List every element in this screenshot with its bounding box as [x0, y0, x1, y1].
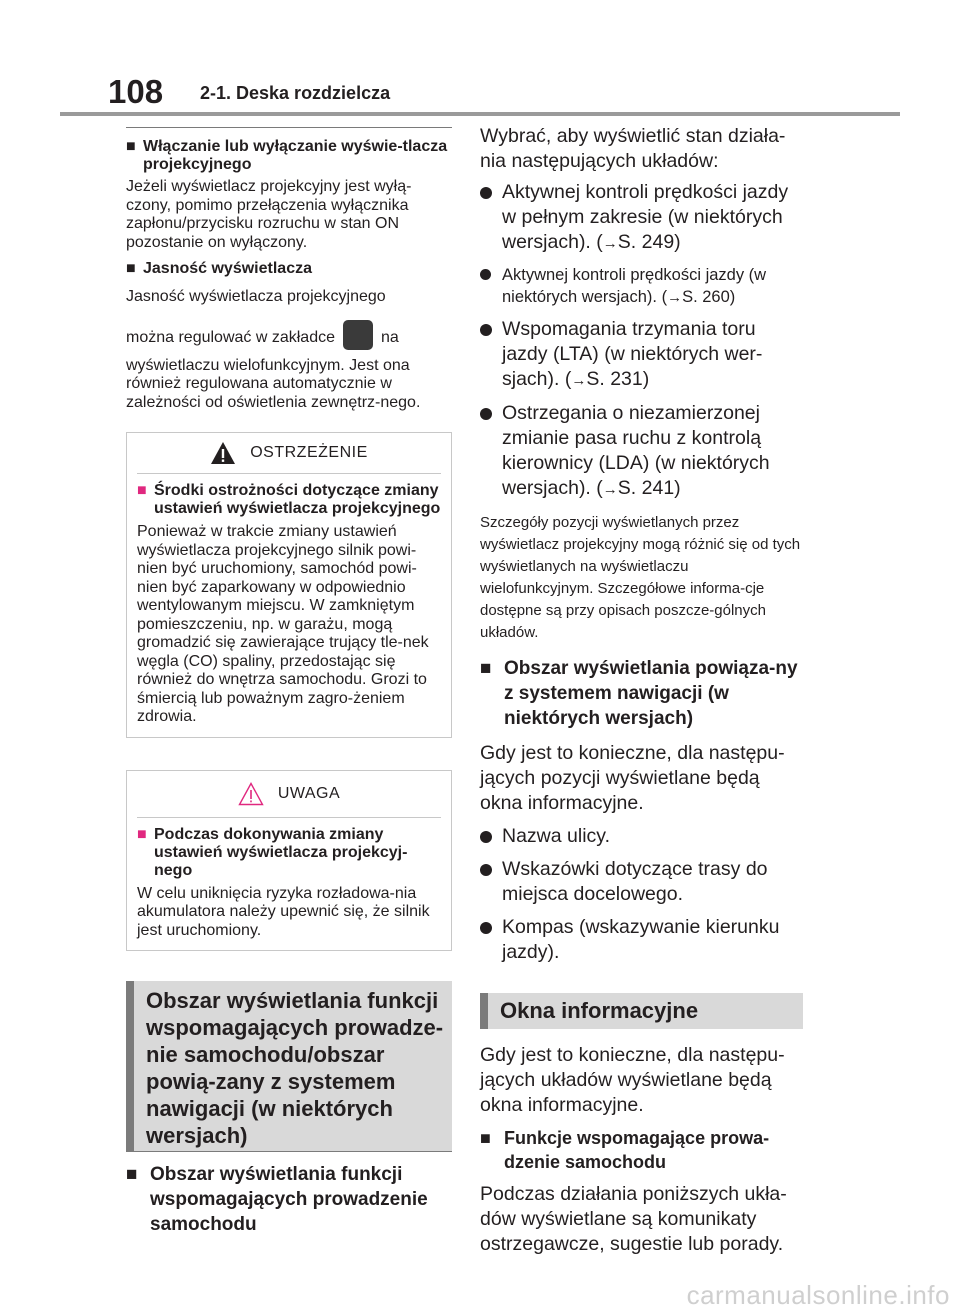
list-item: Aktywnej kontroli prędkości jazdy (w niektórych wersjach). (→S. 260) — [480, 264, 803, 309]
footer-watermark: carmanualsonline.info — [686, 1280, 950, 1310]
nav-text: Gdy jest to konieczne, dla następu-jących pozycji wyświetlane będą okna informacyjne. — [480, 742, 785, 814]
section-rule — [126, 127, 452, 128]
warning-heading: ■ Środki ostrożności dotyczące zmiany ustawień wyświetlacza projekcyjnego — [137, 482, 441, 517]
intro-text: Wybrać, aby wyświetlić stan działa-nia następujących układów: — [480, 125, 786, 172]
header-rule — [60, 112, 900, 116]
switch-text: Jeżeli wyświetlacz projekcyjny jest wyłą-czony, pomimo przełączenia wyłącznika zapłonu/przycisku rozruchu w stan ON pozostanie on wyłączony. — [126, 178, 412, 251]
bullet-icon — [480, 831, 492, 843]
square-bullet-icon: ■ — [480, 658, 492, 679]
warning-box — [126, 432, 452, 738]
details-text: Szczegóły pozycji wyświetlanych przez wyświetlacz projekcyjny mogą różnić się od tych wyświetlanych na wyświetlaczu wielofunkcyjnym. Szczegółowe informa-cje dostępne są przy opisach poszcze-gólnych układów. — [480, 514, 801, 641]
bullet-icon — [480, 187, 492, 199]
list-item: Aktywnej kontroli prędkości jazdy w pełnym zakresie (w niektórych wersjach). (→S. 249) — [480, 180, 803, 256]
warning-title: OSTRZEŻENIE — [127, 433, 451, 473]
left-column — [126, 127, 452, 1237]
info-text: Gdy jest to konieczne, dla następu-jących układów wyświetlane będą okna informacyjne. — [480, 1044, 785, 1116]
bullet-icon — [480, 864, 492, 876]
nav-heading: ■ Obszar wyświetlania powiąza-ny z systemem nawigacji (w niektórych wersjach) — [480, 658, 798, 729]
bullet-icon — [480, 408, 492, 420]
assist-heading: ■ Funkcje wspomagające prowa-dzenie samochodu — [480, 1128, 770, 1172]
page-number: 108 — [108, 73, 164, 110]
notice-triangle-icon — [238, 782, 264, 806]
warning-triangle-icon — [210, 441, 236, 465]
square-bullet-icon: ■ — [126, 260, 136, 277]
right-column — [480, 124, 803, 1257]
notice-title: UWAGA — [127, 771, 451, 817]
list-item: Kompas (wskazywanie kierunku jazdy). — [480, 915, 803, 965]
list-item: Wskazówki dotyczące trasy do miejsca docelowego. — [480, 857, 803, 907]
switch-heading: ■ Włączanie lub wyłączanie wyświe-tlacza projekcyjnego — [126, 138, 448, 173]
section-title: 2-1. Deska rozdzielcza — [200, 83, 391, 103]
brightness-line2: można regulować w zakładce na — [126, 323, 452, 353]
list-item: Wspomagania trzymania toru jazdy (LTA) (w niektórych wer-sjach). (→S. 231) — [480, 317, 803, 393]
page-header — [0, 0, 960, 115]
square-bullet-icon: ■ — [137, 825, 147, 843]
assist-text: Podczas działania poniższych ukła-dów wyświetlane są komunikaty ostrzegawcze, sugestie lub porady. — [480, 1183, 787, 1255]
square-bullet-icon: ■ — [480, 1128, 491, 1148]
info-heading: Okna informacyjne — [480, 993, 803, 1029]
notice-text: W celu uniknięcia ryzyka rozładowa-nia akumulatora należy upewnić się, że silnik jest uruchomiony. — [137, 884, 430, 939]
area-heading: Obszar wyświetlania funkcji wspomagających prowadze-nie samochodu/obszar powią-zany z systemem nawigacji (w niektórych wersjach) — [126, 981, 452, 1152]
brightness-heading: ■ Jasność wyświetlacza — [126, 260, 312, 277]
sub-heading: ■ Obszar wyświetlania funkcji wspomagających prowadzenie samochodu — [126, 1164, 428, 1235]
brightness-line1: Jasność wyświetlacza projekcyjnego — [126, 288, 386, 305]
brightness-text: wyświetlaczu wielofunkcyjnym. Jest ona również regulowana automatycznie w zależności od oświetlenia zewnętrz-nego. — [126, 356, 421, 411]
square-bullet-icon: ■ — [137, 482, 147, 499]
notice-box — [126, 770, 452, 952]
bullet-icon — [480, 922, 492, 934]
square-bullet-icon: ■ — [126, 138, 136, 155]
list-item: Nazwa ulicy. — [480, 824, 803, 849]
list-item: Ostrzegania o niezamierzonej zmianie pasa ruchu z kontrolą kierownicy (LDA) (w niektórych wersjach). (→S. 241) — [480, 401, 803, 502]
warning-text: Ponieważ w trakcie zmiany ustawień wyświetlacza projekcyjnego silnik powi-nien być uruchomiony, samochód powi-nien być zaparkowany w odpowiednio wentylowanym miejscu. W zamkniętym pomieszczeniu, np. w garażu, mogą gromadzić się zawierające trujący tle-nek węgla (CO) spaliny, przedostając się również do wnętrza samochodu. Grozi to śmiercią lub poważnym zagro-żeniem zdrowia. — [137, 523, 429, 725]
bullet-icon — [480, 269, 491, 280]
bullet-icon — [480, 324, 492, 336]
settings-tab-icon — [343, 320, 373, 350]
notice-heading: ■ Podczas dokonywania zmiany ustawień wyświetlacza projekcyj-nego — [137, 825, 408, 879]
square-bullet-icon: ■ — [126, 1164, 138, 1185]
